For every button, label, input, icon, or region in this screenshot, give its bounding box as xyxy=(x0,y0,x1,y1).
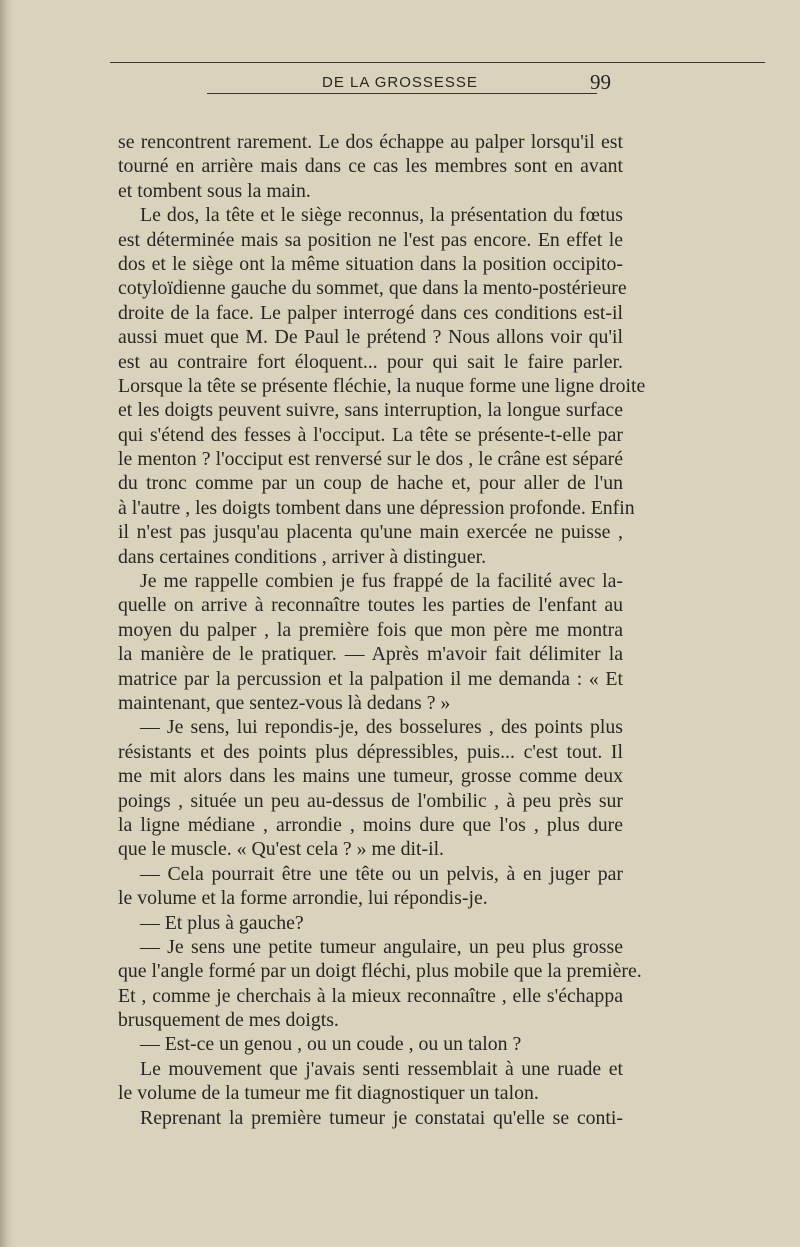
top-rule xyxy=(110,62,765,63)
text-line: Et , comme je cherchais à la mieux reconnaître , elle s'échappa xyxy=(118,984,623,1007)
text-line: — Est-ce un genou , ou un coude , ou un talon ? xyxy=(140,1033,522,1056)
text-line: et les doigts peuvent suivre, sans interruption, la longue surface xyxy=(118,399,623,422)
text-line: aussi muet que M. De Paul le prétend ? Nous allons voir qu'il xyxy=(118,326,623,349)
page-binding-edge xyxy=(0,0,14,1247)
text-line: Le dos, la tête et le siège reconnus, la présentation du fœtus xyxy=(140,204,623,227)
text-line: quelle on arrive à reconnaître toutes les parties de l'enfant au xyxy=(118,594,623,617)
text-line: le volume et la forme arrondie, lui répondis-je. xyxy=(118,887,488,910)
text-line: est au contraire fort éloquent... pour qui sait le faire parler. xyxy=(118,350,623,373)
text-line: me mit alors dans les mains une tumeur, grosse comme deux xyxy=(118,765,623,788)
text-line: dans certaines conditions , arriver à distinguer. xyxy=(118,545,487,568)
text-line: qui s'étend des fesses à l'occiput. La tête se présente-t-elle par xyxy=(118,423,623,446)
text-line: dos et le siège ont la même situation dans la position occipito- xyxy=(118,252,623,275)
text-line: le volume de la tumeur me fit diagnostiquer un talon. xyxy=(118,1082,539,1105)
page-number: 99 xyxy=(590,70,611,94)
text-line: il n'est pas jusqu'au placenta qu'une main exercée ne puisse , xyxy=(118,521,623,544)
text-line: la ligne médiane , arrondie , moins dure que l'os , plus dure xyxy=(118,813,623,836)
text-line: Je me rappelle combien je fus frappé de la facilité avec la- xyxy=(140,570,623,593)
text-line: est déterminée mais sa position ne l'est pas encore. En effet le xyxy=(118,228,623,251)
text-line: la manière de le pratiquer. — Après m'avoir fait délimiter la xyxy=(118,643,623,666)
text-line: matrice par la percussion et la palpation il me demanda : « Et xyxy=(118,667,623,690)
text-line: — Cela pourrait être une tête ou un pelvis, à en juger par xyxy=(140,862,623,885)
running-title: DE LA GROSSESSE xyxy=(322,74,478,91)
text-line: poings , située un peu au-dessus de l'ombilic , à peu près sur xyxy=(118,789,623,812)
text-line: maintenant, que sentez-vous là dedans ? » xyxy=(118,691,451,714)
text-line: se rencontrent rarement. Le dos échappe au palper lorsqu'il est xyxy=(118,131,623,153)
text-line: que l'angle formé par un doigt fléchi, plus mobile que la première. xyxy=(118,960,642,983)
body-text xyxy=(118,130,646,1130)
text-line: Reprenant la première tumeur je constatai qu'elle se conti- xyxy=(140,1106,623,1129)
text-line: du tronc comme par un coup de hache et, pour aller de l'un xyxy=(118,472,623,495)
text-line: tourné en arrière mais dans ce cas les membres sont en avant xyxy=(118,155,623,178)
text-line: — Je sens une petite tumeur angulaire, un peu plus grosse xyxy=(140,935,623,958)
text-line: cotyloïdienne gauche du sommet, que dans la mento-postérieure xyxy=(118,277,627,300)
text-line: que le muscle. « Qu'est cela ? » me dit-il. xyxy=(118,838,445,861)
text-line: Le mouvement que j'avais senti ressemblait à une ruade et xyxy=(140,1057,623,1080)
header-rule xyxy=(207,93,597,94)
text-line: à l'autre , les doigts tombent dans une dépression profonde. Enfin xyxy=(118,496,635,519)
text-line: droite de la face. Le palper interrogé dans ces conditions est-il xyxy=(118,301,623,324)
text-line: et tombent sous la main. xyxy=(118,179,311,202)
text-line: moyen du palper , la première fois que mon père me montra xyxy=(118,618,623,641)
text-line: le menton ? l'occiput est renversé sur le dos , le crâne est séparé xyxy=(118,448,623,471)
text-line: résistants et des points plus dépressibles, puis... c'est tout. Il xyxy=(118,740,623,763)
text-line: Lorsque la tête se présente fléchie, la nuque forme une ligne droite xyxy=(118,374,646,397)
text-line: brusquement de mes doigts. xyxy=(118,1009,339,1032)
text-line: — Je sens, lui repondis-je, des bosselures , des points plus xyxy=(140,716,623,739)
text-line: — Et plus à gauche? xyxy=(140,911,304,934)
